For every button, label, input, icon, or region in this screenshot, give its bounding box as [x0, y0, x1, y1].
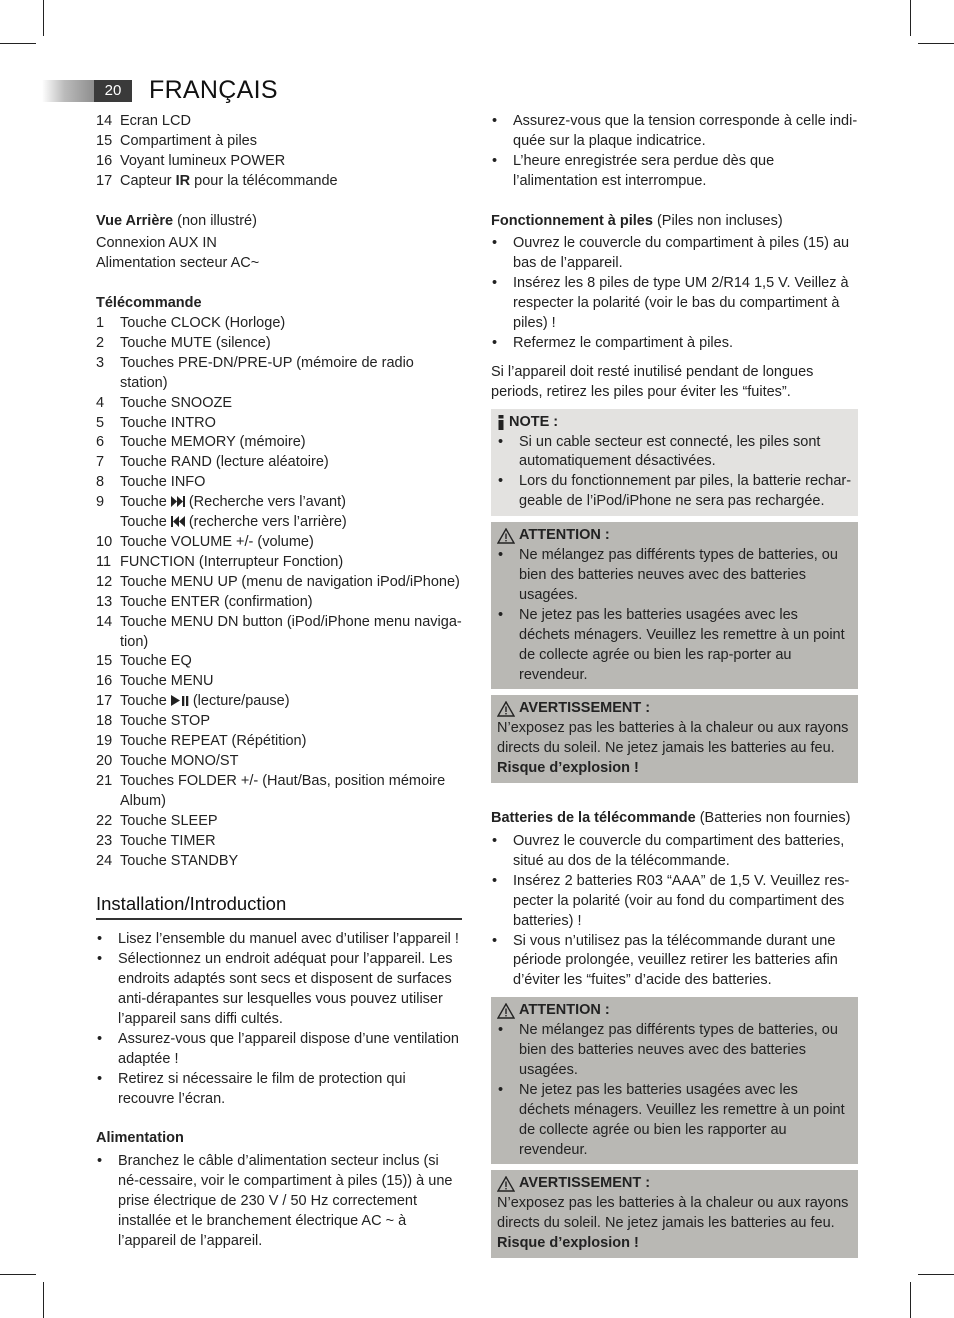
warning-box: AVERTISSEMENT : N’exposez pas les batteries à la chaleur ou aux rayons directs du soleil. Ne jetez jamais les batteries au feu. Risque d’explosion ! [491, 1170, 858, 1258]
list-item: 19 Touche REPEAT (Répétition) [96, 733, 307, 750]
battery-heading: Fonctionnement à piles (Piles non incluses) [491, 212, 783, 229]
list-item: • L’heure enregistrée sera perdue dès que l’alimentation est interrompue. [492, 152, 775, 189]
remote-list [96, 314, 462, 871]
list-item: • Sélectionnez un endroit adéquat pour l’appareil. Les endroits adaptés sont secs et disposent de surfaces anti-dérapantes sur lesquelles vous pouvez utiliser l’appareil sans diffi cultés. [97, 951, 453, 1028]
list-item: • Insérez les 8 piles de type UM 2/R14 1,5 V. Veillez à respecter la polarité (voir le bas du compartiment à piles) ! [492, 275, 849, 332]
list-item: 15 Touche EQ [96, 653, 192, 670]
list-item: 18 Touche STOP [96, 713, 211, 730]
list-item: 23 Touche TIMER [96, 832, 216, 849]
list-item: 14 Touche MENU DN button (iPod/iPhone menu naviga-tion) [96, 613, 462, 650]
list-item: 5 Touche INTRO [96, 414, 216, 431]
list-item: • Insérez 2 batteries R03 “AAA” de 1,5 V. Veuillez res-pecter la polarité (voir au fond du compartiment des batteries) ! [492, 872, 850, 929]
idle-paragraph: Si l’appareil doit resté inutilisé pendant de longues periods, retirez les piles pour éviter les “fuites”. [491, 363, 814, 400]
rear-line: Alimentation secteur AC~ [96, 255, 260, 272]
list-item: 24 Touche STANDBY [96, 852, 239, 869]
crop-mark [0, 1274, 36, 1275]
list-item: 4 Touche SNOOZE [96, 394, 233, 411]
right-column [491, 112, 858, 1264]
skip-forward-icon [171, 496, 185, 507]
warning-triangle-icon [497, 701, 515, 717]
list-item: 13 Touche ENTER (confirmation) [96, 593, 313, 610]
list-item: 16 Voyant lumineux POWER [96, 152, 286, 169]
list-item: • Lisez l’ensemble du manuel avec d’utiliser l’appareil ! [97, 931, 459, 948]
list-item: 10 Touche VOLUME +/- (volume) [96, 534, 314, 550]
crop-mark [0, 43, 36, 44]
page-number: 20 [94, 80, 132, 102]
warning-triangle-icon [497, 528, 515, 544]
rear-line: Connexion AUX IN [96, 235, 217, 252]
list-item: 2 Touche MUTE (silence) [96, 334, 271, 351]
list-item: • Ne jetez pas les batteries usagées avec les déchets ménagers. Veuillez les remettre à un point de collecte agrée ou bien les rap-porter au revendeur. [498, 606, 845, 683]
list-item: • Refermez le compartiment à piles. [492, 334, 733, 351]
list-item: 20 Touche MONO/ST [96, 752, 239, 769]
list-item: • Ne jetez pas les batteries usagées avec les déchets ménagers. Veuillez les remettre à un point de collecte agrée ou bien les rapporter au revendeur. [498, 1081, 845, 1158]
list-item: 9 Touche (Recherche vers l’avant) Touche (recherche vers l’arrière) [96, 494, 347, 531]
list-item: • Assurez-vous que la tension corresponde à celle indi-quée sur la plaque indicatrice. [492, 113, 858, 149]
list-item: 15 Compartiment à piles [96, 132, 257, 149]
list-item: 1 Touche CLOCK (Horloge) [96, 315, 286, 332]
list-item: 7 Touche RAND (lecture aléatoire) [96, 454, 329, 471]
list-item: • Ouvrez le couvercle du compartiment à piles (15) au bas de l’appareil. [492, 235, 850, 272]
list-item: 11 FUNCTION (Interrupteur Fonction) [96, 553, 344, 570]
parts-list [96, 112, 462, 192]
crop-mark [43, 0, 44, 36]
crop-mark [910, 1282, 911, 1318]
list-item: 21 Touches FOLDER +/- (Haut/Bas, position mémoire Album) [96, 772, 446, 809]
info-icon [497, 415, 505, 430]
warning-triangle-icon [497, 1176, 515, 1192]
list-item: 12 Touche MENU UP (menu de navigation iPod/iPhone) [96, 573, 460, 590]
list-item: 6 Touche MEMORY (mémoire) [96, 434, 306, 451]
list-item: • Ne mélangez pas différents types de batteries, ou bien des batteries neuves avec des batteries usagées. [498, 547, 838, 603]
play-pause-icon [171, 695, 189, 706]
list-item: 17 Touche (lecture/pause) [96, 693, 290, 710]
crop-mark [918, 1274, 954, 1275]
list-item: • Ne mélangez pas différents types de batteries, ou bien des batteries neuves avec des batteries usagées. [498, 1022, 838, 1078]
page-title: FRANÇAIS [149, 76, 278, 104]
list-item: • Retirez si nécessaire le film de protection qui recouvre l’écran. [97, 1070, 406, 1107]
warning-triangle-icon [497, 1003, 515, 1019]
list-item: 17 Capteur IR pour la télécommande [96, 172, 338, 189]
remote-heading: Télécommande [96, 295, 202, 312]
crop-mark [910, 0, 911, 36]
warning-box: AVERTISSEMENT : N’exposez pas les batteries à la chaleur ou aux rayons directs du soleil. Ne jetez jamais les batteries au feu. Risque d’explosion ! [491, 695, 858, 783]
list-item: 8 Touche INFO [96, 474, 206, 491]
list-item: • Assurez-vous que l’appareil dispose d’une ventilation adaptée ! [97, 1030, 459, 1067]
skip-back-icon [171, 516, 185, 527]
left-column [96, 112, 462, 1252]
install-list [96, 930, 462, 1109]
list-item: 14 Ecran LCD [96, 113, 191, 129]
section-heading-installation: Installation/Introduction [96, 893, 462, 920]
crop-mark [918, 43, 954, 44]
list-item: • Si vous n’utilisez pas la télécommande durant une période prolongée, veuillez retirer les batteries afin d’éviter les “fuites” d’acide des batteries. [492, 932, 838, 989]
list-item: 16 Touche MENU [96, 673, 214, 690]
remote-battery-heading: Batteries de la télécommande (Batteries non fournies) [491, 810, 851, 827]
list-item: • Branchez le câble d’alimentation secteur inclus (si né-cessaire, voir le compartiment à piles (15)) à une prise électrique de 230 V / 50 Hz correctement installée et le branchement électrique AC ~ à l’appareil de l’appareil. [97, 1153, 453, 1249]
rear-view-heading: Vue Arrière (non illustré) [96, 212, 257, 229]
list-item: 22 Touche SLEEP [96, 812, 218, 829]
list-item: • Si un cable secteur est connecté, les piles sont automatiquement désactivées. [498, 433, 821, 470]
power-heading: Alimentation [96, 1130, 184, 1147]
attention-box: ATTENTION : • Ne mélangez pas différents types de batteries, ou bien des batteries neuves avec des batteries usagées. • Ne jetez pas les batteries usagées avec les déchets ménagers. Veuillez les remettre à un point de collecte agrée ou bien les rap-porter au revendeur. [491, 522, 858, 689]
attention-box: ATTENTION : • Ne mélangez pas différents types de batteries, ou bien des batteries neuves avec des batteries usagées. • Ne jetez pas les batteries usagées avec les déchets ménagers. Veuillez les remettre à un point de collecte agrée ou bien les rapporter au revendeur. [491, 997, 858, 1164]
crop-mark [43, 1282, 44, 1318]
list-item: • Ouvrez le couvercle du compartiment des batteries, situé au dos de la télécommande. [492, 832, 845, 869]
list-item: • Lors du fonctionnement par piles, la batterie rechar-geable de l’iPod/iPhone ne sera pas rechargée. [498, 473, 852, 510]
list-item: 3 Touches PRE-DN/PRE-UP (mémoire de radio station) [96, 354, 414, 391]
note-box: NOTE : • Si un cable secteur est connecté, les piles sont automatiquement désactivées. • Lors du fonctionnement par piles, la batterie rechar-geable de l’iPod/iPhone ne sera pas rechargée. [491, 409, 858, 517]
